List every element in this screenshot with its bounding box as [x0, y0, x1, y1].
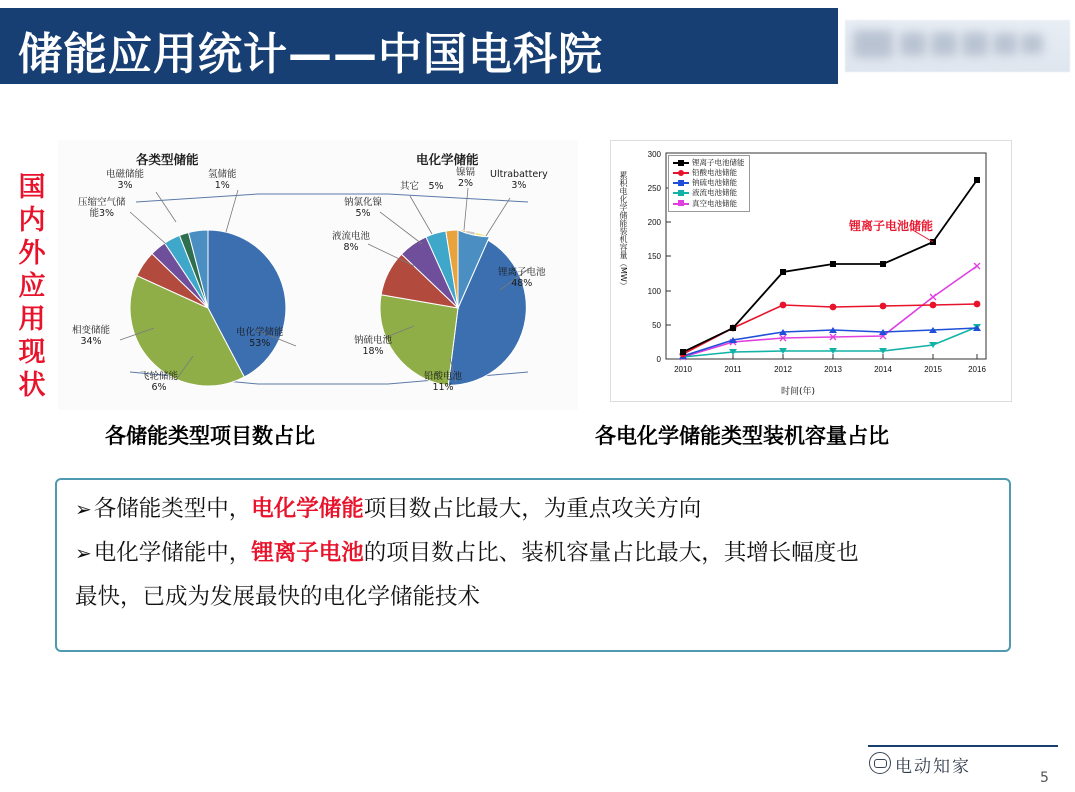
conclusion-bullet-2: ➢ [75, 541, 92, 565]
svg-text:300: 300 [647, 150, 661, 159]
institute-logo-blurred [845, 20, 1070, 72]
pie1-label-hydrogen: 氢储能 1% [208, 169, 237, 191]
pie2-label-ultrabattery: Ultrabattery 3% [490, 169, 548, 191]
pie-chart-2-title: 电化学储能 [416, 152, 479, 167]
pie1-label-electromagnetic: 电磁储能 3% [106, 169, 145, 191]
legend-swatch-lead-acid [673, 172, 689, 174]
legend-label-nas: 钠硫电池储能 [692, 178, 737, 188]
side-vertical-label: 国内外应用现状 [18, 172, 46, 401]
legend-swatch-nas [673, 182, 689, 184]
pie2-label-lead-acid: 铅酸电池 11% [424, 371, 463, 393]
conclusion-1-highlight: 电化学储能 [251, 496, 364, 522]
pie2-label-zebra: 钠氯化镍 5% [344, 197, 383, 219]
pie1-label-electrochemical: 电化学储能 53% [236, 327, 284, 349]
pie1-label-flywheel: 飞轮储能 6% [140, 371, 179, 393]
wechat-account-icon [869, 752, 891, 774]
legend-item-vacuum [673, 199, 745, 209]
legend-swatch-flow [673, 192, 689, 194]
svg-text:150: 150 [647, 252, 661, 261]
svg-text:50: 50 [652, 321, 661, 330]
conclusion-2-part-1: 电化学储能中， [93, 540, 252, 566]
legend-label-lithium: 锂离子电池储能 [692, 158, 745, 167]
legend-label-flow: 液流电池储能 [692, 188, 737, 198]
footer-divider [868, 745, 1058, 747]
conclusion-2-part-3: 的项目数占比、装机容量占比最大，其增长幅度也 [363, 540, 859, 566]
conclusion-box [55, 478, 1011, 652]
page-title: 储能应用统计——中国电科院 [18, 29, 603, 80]
legend-item-nas [673, 178, 745, 188]
conclusion-line-2 [75, 538, 859, 568]
pie1-label-phase-change: 相变储能 34% [72, 325, 111, 347]
footer-brand-label: 电动知家 [895, 757, 971, 777]
pie1-label-caes: 压缩空气储 能3% [78, 197, 126, 219]
pie2-label-lithium: 锂离子电池 48% [498, 267, 546, 289]
line-chart-legend [668, 155, 750, 212]
caption-right: 各电化学储能类型装机容量占比 [595, 424, 889, 448]
legend-item-flow [673, 188, 745, 198]
svg-text:100: 100 [647, 287, 661, 296]
svg-text:200: 200 [647, 218, 661, 227]
legend-label-lead-acid: 铅酸电池储能 [692, 168, 737, 178]
svg-text:2015: 2015 [924, 365, 942, 374]
svg-text:2014: 2014 [874, 365, 892, 374]
pie-charts-figure [58, 140, 578, 410]
svg-text:250: 250 [647, 184, 661, 193]
page-number: 5 [1040, 770, 1049, 786]
legend-label-vacuum: 真空电池储能 [692, 198, 737, 208]
svg-text:2010: 2010 [674, 365, 692, 374]
pie-chart-1-title: 各类型储能 [136, 152, 199, 167]
legend-swatch-lithium [673, 162, 689, 164]
line-chart-x-axis-label: 时间(年) [781, 387, 816, 397]
svg-text:2012: 2012 [774, 365, 792, 374]
svg-text:2016: 2016 [968, 365, 986, 374]
line-chart-y-axis-label: 累积电化学储能装机容量（MW） [619, 171, 628, 290]
conclusion-line-3 [75, 582, 480, 612]
pie2-label-nicd: 镍镉 2% [456, 167, 476, 189]
svg-text:0: 0 [656, 355, 661, 364]
line-chart-figure [610, 140, 1012, 402]
conclusion-1-part-1: 各储能类型中， [93, 496, 252, 522]
conclusion-line-1 [75, 494, 701, 524]
conclusion-1-part-3: 项目数占比最大，为重点攻关方向 [363, 496, 702, 522]
conclusion-3-part-1: 最快，已成为发展最快的电化学储能技术 [75, 584, 481, 610]
svg-text:2011: 2011 [724, 365, 742, 374]
svg-text:2013: 2013 [824, 365, 842, 374]
legend-item-lithium [673, 158, 745, 168]
legend-item-lead-acid [673, 168, 745, 178]
pie2-label-other: 其它 5% [400, 181, 444, 192]
conclusion-2-highlight: 锂离子电池 [251, 540, 364, 566]
pie2-label-nas: 钠硫电池 18% [354, 335, 393, 357]
legend-swatch-vacuum [673, 203, 689, 205]
caption-left: 各储能类型项目数占比 [105, 424, 315, 448]
pie2-label-flow-battery: 液流电池 8% [332, 231, 371, 253]
line-chart-annotation: 锂离子电池储能 [849, 219, 934, 233]
conclusion-bullet-1: ➢ [75, 497, 92, 521]
